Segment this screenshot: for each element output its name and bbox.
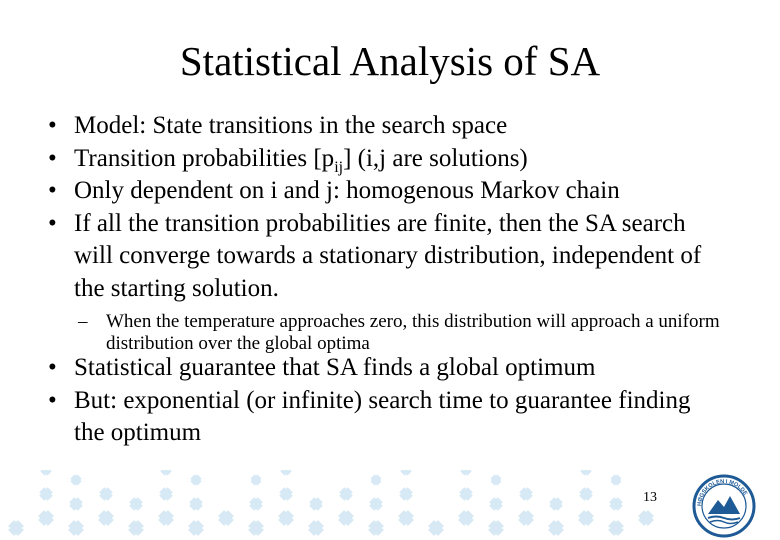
pattern-cross [216,508,236,528]
pattern-cross [306,518,326,538]
bullet-model [40,110,720,143]
pattern-cross [576,508,596,528]
pattern-cross [69,473,83,487]
pattern-cross [458,486,475,503]
pattern-cross [426,518,446,538]
bullet-marker: • [48,177,57,204]
subscript-ij: ij [334,158,344,176]
pattern-cross [68,496,85,513]
bullet-statistical-guarantee [40,352,720,385]
dash-marker: – [78,311,88,332]
pattern-cross [488,496,505,513]
bullet-markov-chain [40,175,720,208]
pattern-cross [516,508,536,528]
pattern-cross [249,473,263,487]
pattern-cross [459,470,473,477]
bullet-text: Statistical guarantee that SA finds a global optimum [74,354,596,381]
bullet-marker: • [48,209,57,237]
pattern-cross [278,486,295,503]
pattern-cross [609,473,623,487]
pattern-cross [548,496,565,513]
pattern-cross [398,486,415,503]
pattern-cross [156,508,176,528]
pattern-cross [308,496,325,513]
pattern-cross [456,508,476,528]
bullet-list-primary [40,110,720,355]
bullet-marker: • [48,112,57,139]
pattern-cross [39,470,53,477]
pattern-cross [188,496,205,513]
pattern-cross [66,518,86,538]
sub-bullet-temperature [40,311,720,355]
bullet-text-pre: Transition probabilities [p [74,144,335,172]
pattern-cross [36,508,56,528]
pattern-cross [336,508,356,528]
college-logo-icon [692,474,756,538]
pattern-cross [186,518,206,538]
bullet-text: If all the transition probabilities are finite, then the SA search will converge towards a stationary distribution, independent of the starting solution. [74,209,702,302]
bullet-marker: • [48,144,57,172]
pattern-cross [6,518,26,538]
bullet-transition-probabilities [40,143,720,176]
pattern-cross [159,470,173,477]
pattern-cross [636,508,656,528]
pattern-cross [279,470,293,477]
pattern-cross [98,486,115,503]
pattern-cross [369,473,383,487]
bullet-text: Only dependent on i and j: homogenous Markov chain [74,177,620,204]
pattern-cross [366,518,386,538]
sub-bullet-text: When the temperature approaches zero, this distribution will approach a uniform distribution over the global optima [106,311,720,354]
pattern-cross [396,508,416,528]
bullet-text: But: exponential (or infinite) search time to guarantee finding the optimum [74,386,691,446]
bullet-convergence [40,208,720,306]
pattern-cross [368,496,385,513]
pattern-cross [399,470,413,477]
pattern-cross [126,518,146,538]
pattern-cross [578,486,595,503]
bullet-marker: • [48,354,57,381]
pattern-cross [579,470,593,477]
pattern-cross [248,496,265,513]
pattern-cross [338,486,355,503]
slide-title: Statistical Analysis of SA [179,38,601,84]
pattern-cross [128,496,145,513]
svg-text:HØGSKOLEN I MOLDE: HØGSKOLEN I MOLDE [696,478,748,507]
pattern-cross [246,518,266,538]
pattern-cross [276,508,296,528]
bullet-list-secondary [40,352,720,450]
bullet-text-post: ] (i,j are solutions) [343,144,528,172]
page-number: 13 [643,490,657,505]
pattern-cross [158,486,175,503]
pattern-cross [38,486,55,503]
pattern-cross [489,473,503,487]
bullet-text: Model: State transitions in the search space [74,112,508,139]
pattern-cross [96,508,116,528]
pattern-cross [606,518,626,538]
pattern-cross [546,518,566,538]
pattern-cross [518,486,535,503]
pattern-shapes [6,470,656,538]
pattern-cross [189,473,203,487]
bullet-marker: • [48,386,57,414]
pattern-cross [486,518,506,538]
bullet-exponential-time [40,385,720,450]
pattern-cross [608,496,625,513]
decorative-pattern [0,470,680,540]
